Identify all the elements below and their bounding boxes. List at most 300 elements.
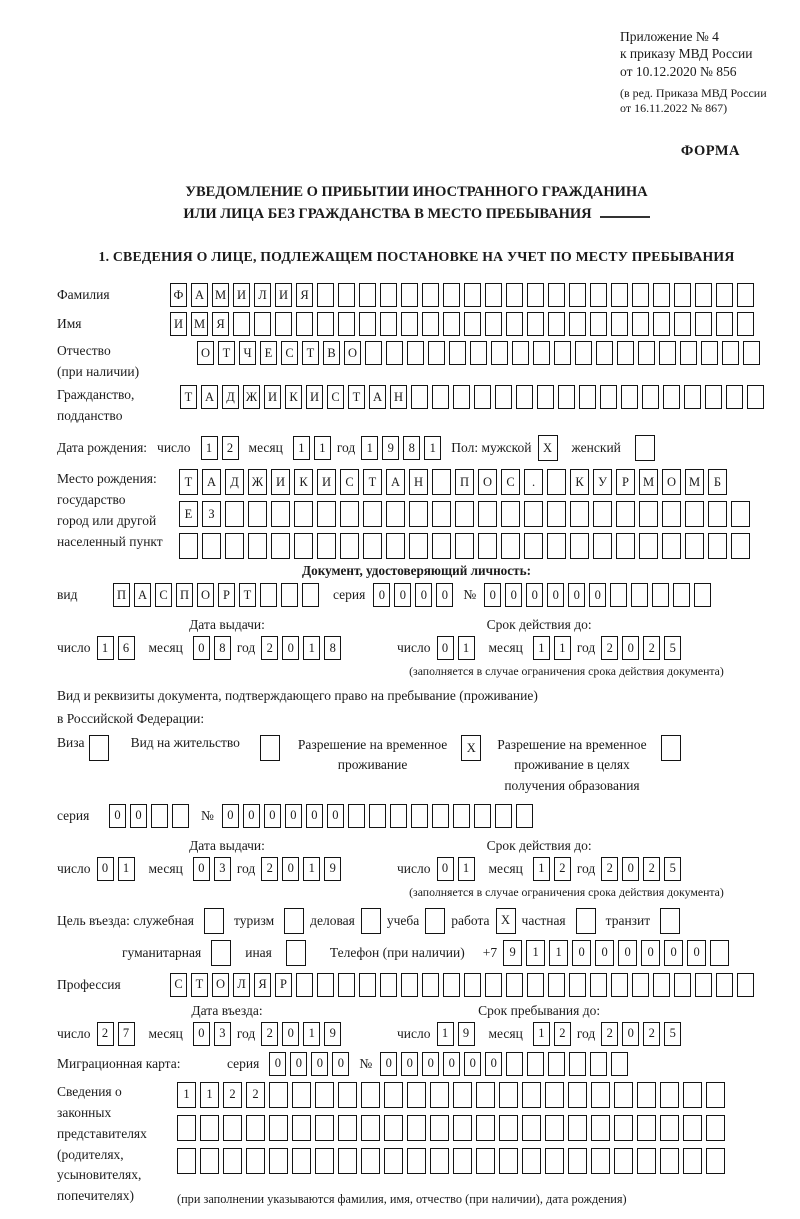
char-cell[interactable]	[384, 1082, 403, 1108]
char-cell[interactable]	[737, 973, 754, 997]
char-cell[interactable]: 0	[311, 1052, 328, 1076]
char-cell[interactable]	[737, 312, 754, 336]
char-cell[interactable]	[359, 973, 376, 997]
char-cell[interactable]: Д	[222, 385, 239, 409]
char-cell[interactable]	[474, 385, 491, 409]
char-cell[interactable]: 9	[382, 436, 399, 460]
char-cell[interactable]: Ф	[170, 283, 187, 307]
char-cell[interactable]: 0	[436, 583, 453, 607]
char-cell[interactable]	[411, 804, 428, 828]
char-cell[interactable]	[430, 1148, 449, 1174]
char-cell[interactable]: 1	[361, 436, 378, 460]
char-cell[interactable]: 0	[622, 636, 639, 660]
char-cell[interactable]	[548, 283, 565, 307]
char-cell[interactable]	[673, 583, 690, 607]
char-cell[interactable]: 0	[589, 583, 606, 607]
char-cell[interactable]	[506, 312, 523, 336]
char-cell[interactable]: 1	[201, 436, 218, 460]
char-cell[interactable]	[570, 501, 589, 527]
char-cell[interactable]: 0	[306, 804, 323, 828]
char-cell[interactable]: А	[386, 469, 405, 495]
char-cell[interactable]: А	[134, 583, 151, 607]
char-cell[interactable]: Т	[363, 469, 382, 495]
char-cell[interactable]: С	[281, 341, 298, 365]
char-cell[interactable]	[743, 341, 760, 365]
char-cell[interactable]: 0	[437, 636, 454, 660]
char-cell[interactable]	[478, 501, 497, 527]
char-cell[interactable]: 0	[373, 583, 390, 607]
char-cell[interactable]	[422, 312, 439, 336]
char-cell[interactable]	[716, 312, 733, 336]
char-cell[interactable]: 5	[664, 1022, 681, 1046]
char-cell[interactable]: Я	[254, 973, 271, 997]
char-cell[interactable]: Ж	[248, 469, 267, 495]
char-cell[interactable]	[202, 533, 221, 559]
char-cell[interactable]: X	[496, 908, 516, 934]
char-cell[interactable]: 2	[554, 857, 571, 881]
char-cell[interactable]: 8	[324, 636, 341, 660]
char-cell[interactable]	[683, 1148, 702, 1174]
char-cell[interactable]	[591, 1082, 610, 1108]
char-cell[interactable]	[380, 312, 397, 336]
char-cell[interactable]	[545, 1082, 564, 1108]
char-cell[interactable]	[432, 501, 451, 527]
char-cell[interactable]	[464, 312, 481, 336]
char-cell[interactable]	[680, 341, 697, 365]
char-cell[interactable]: Р	[616, 469, 635, 495]
char-cell[interactable]	[386, 501, 405, 527]
char-cell[interactable]	[706, 1115, 725, 1141]
char-cell[interactable]	[716, 283, 733, 307]
char-cell[interactable]	[223, 1148, 242, 1174]
char-cell[interactable]	[569, 973, 586, 997]
char-cell[interactable]: 0	[327, 804, 344, 828]
char-cell[interactable]	[570, 533, 589, 559]
char-cell[interactable]: 9	[458, 1022, 475, 1046]
char-cell[interactable]: Р	[218, 583, 235, 607]
char-cell[interactable]	[568, 1148, 587, 1174]
char-cell[interactable]: 0	[415, 583, 432, 607]
char-cell[interactable]	[621, 385, 638, 409]
char-cell[interactable]: 0	[290, 1052, 307, 1076]
char-cell[interactable]: 1	[303, 636, 320, 660]
char-cell[interactable]	[708, 533, 727, 559]
char-cell[interactable]	[527, 1052, 544, 1076]
char-cell[interactable]	[275, 312, 292, 336]
char-cell[interactable]: 1	[437, 1022, 454, 1046]
char-cell[interactable]: 1	[118, 857, 135, 881]
char-cell[interactable]: 1	[554, 636, 571, 660]
char-cell[interactable]	[432, 533, 451, 559]
char-cell[interactable]	[384, 1148, 403, 1174]
char-cell[interactable]	[151, 804, 168, 828]
char-cell[interactable]: 0	[505, 583, 522, 607]
char-cell[interactable]	[317, 533, 336, 559]
char-cell[interactable]	[614, 1082, 633, 1108]
char-cell[interactable]	[684, 385, 701, 409]
char-cell[interactable]	[653, 973, 670, 997]
char-cell[interactable]: 0	[464, 1052, 481, 1076]
char-cell[interactable]: 0	[572, 940, 591, 966]
char-cell[interactable]	[660, 1082, 679, 1108]
char-cell[interactable]	[522, 1148, 541, 1174]
char-cell[interactable]	[685, 533, 704, 559]
char-cell[interactable]	[695, 312, 712, 336]
char-cell[interactable]	[491, 341, 508, 365]
char-cell[interactable]: Т	[191, 973, 208, 997]
char-cell[interactable]: 0	[437, 857, 454, 881]
char-cell[interactable]	[660, 1148, 679, 1174]
char-cell[interactable]: А	[202, 469, 221, 495]
char-cell[interactable]	[361, 908, 381, 934]
char-cell[interactable]	[363, 533, 382, 559]
char-cell[interactable]	[524, 533, 543, 559]
char-cell[interactable]	[674, 973, 691, 997]
char-cell[interactable]: К	[570, 469, 589, 495]
char-cell[interactable]	[614, 1148, 633, 1174]
char-cell[interactable]	[617, 341, 634, 365]
char-cell[interactable]	[506, 973, 523, 997]
char-cell[interactable]	[294, 501, 313, 527]
char-cell[interactable]: 0	[422, 1052, 439, 1076]
char-cell[interactable]	[292, 1082, 311, 1108]
char-cell[interactable]: 2	[97, 1022, 114, 1046]
char-cell[interactable]: П	[455, 469, 474, 495]
char-cell[interactable]	[683, 1115, 702, 1141]
char-cell[interactable]: 0	[547, 583, 564, 607]
char-cell[interactable]: К	[285, 385, 302, 409]
char-cell[interactable]	[443, 312, 460, 336]
char-cell[interactable]	[611, 1052, 628, 1076]
char-cell[interactable]: 1	[533, 857, 550, 881]
char-cell[interactable]: О	[197, 341, 214, 365]
char-cell[interactable]	[631, 583, 648, 607]
char-cell[interactable]: Л	[254, 283, 271, 307]
char-cell[interactable]: П	[113, 583, 130, 607]
char-cell[interactable]	[430, 1082, 449, 1108]
char-cell[interactable]	[639, 533, 658, 559]
char-cell[interactable]: 0	[282, 636, 299, 660]
char-cell[interactable]: С	[170, 973, 187, 997]
char-cell[interactable]: 2	[601, 1022, 618, 1046]
char-cell[interactable]: 2	[222, 436, 239, 460]
char-cell[interactable]	[317, 312, 334, 336]
char-cell[interactable]	[464, 283, 481, 307]
char-cell[interactable]: 2	[246, 1082, 265, 1108]
char-cell[interactable]: 6	[118, 636, 135, 660]
char-cell[interactable]	[246, 1115, 265, 1141]
char-cell[interactable]: 5	[664, 857, 681, 881]
char-cell[interactable]: 1	[424, 436, 441, 460]
char-cell[interactable]	[338, 1115, 357, 1141]
char-cell[interactable]	[611, 312, 628, 336]
char-cell[interactable]	[409, 501, 428, 527]
char-cell[interactable]	[211, 940, 231, 966]
char-cell[interactable]	[547, 501, 566, 527]
char-cell[interactable]: О	[212, 973, 229, 997]
char-cell[interactable]	[443, 283, 460, 307]
char-cell[interactable]	[315, 1115, 334, 1141]
char-cell[interactable]: 1	[97, 636, 114, 660]
char-cell[interactable]	[558, 385, 575, 409]
char-cell[interactable]: Н	[409, 469, 428, 495]
char-cell[interactable]	[610, 583, 627, 607]
char-cell[interactable]: 5	[664, 636, 681, 660]
char-cell[interactable]: 0	[193, 1022, 210, 1046]
char-cell[interactable]	[338, 312, 355, 336]
char-cell[interactable]: Л	[233, 973, 250, 997]
char-cell[interactable]	[611, 283, 628, 307]
char-cell[interactable]	[407, 1115, 426, 1141]
char-cell[interactable]	[590, 312, 607, 336]
char-cell[interactable]	[545, 1148, 564, 1174]
char-cell[interactable]: С	[340, 469, 359, 495]
char-cell[interactable]	[710, 940, 729, 966]
char-cell[interactable]: 9	[503, 940, 522, 966]
char-cell[interactable]	[286, 940, 306, 966]
char-cell[interactable]	[200, 1148, 219, 1174]
char-cell[interactable]: 1	[177, 1082, 196, 1108]
char-cell[interactable]	[506, 283, 523, 307]
char-cell[interactable]	[453, 804, 470, 828]
char-cell[interactable]	[485, 973, 502, 997]
char-cell[interactable]: 0	[332, 1052, 349, 1076]
char-cell[interactable]: 2	[554, 1022, 571, 1046]
char-cell[interactable]	[524, 501, 543, 527]
char-cell[interactable]	[407, 341, 424, 365]
char-cell[interactable]	[527, 312, 544, 336]
char-cell[interactable]	[575, 341, 592, 365]
char-cell[interactable]	[516, 804, 533, 828]
char-cell[interactable]: 2	[261, 1022, 278, 1046]
char-cell[interactable]: Т	[302, 341, 319, 365]
char-cell[interactable]	[568, 1082, 587, 1108]
char-cell[interactable]	[512, 341, 529, 365]
char-cell[interactable]: 1	[303, 857, 320, 881]
char-cell[interactable]: 2	[223, 1082, 242, 1108]
char-cell[interactable]	[652, 583, 669, 607]
char-cell[interactable]	[386, 533, 405, 559]
char-cell[interactable]	[432, 385, 449, 409]
char-cell[interactable]	[453, 1115, 472, 1141]
char-cell[interactable]	[737, 283, 754, 307]
char-cell[interactable]	[225, 501, 244, 527]
char-cell[interactable]	[722, 341, 739, 365]
char-cell[interactable]	[499, 1148, 518, 1174]
char-cell[interactable]: С	[327, 385, 344, 409]
char-cell[interactable]	[401, 312, 418, 336]
char-cell[interactable]: 9	[324, 857, 341, 881]
char-cell[interactable]: 0	[568, 583, 585, 607]
char-cell[interactable]	[422, 283, 439, 307]
char-cell[interactable]	[591, 1148, 610, 1174]
char-cell[interactable]	[453, 1148, 472, 1174]
char-cell[interactable]: Е	[260, 341, 277, 365]
char-cell[interactable]	[422, 973, 439, 997]
char-cell[interactable]	[527, 973, 544, 997]
char-cell[interactable]: 0	[282, 857, 299, 881]
char-cell[interactable]	[407, 1148, 426, 1174]
char-cell[interactable]	[223, 1115, 242, 1141]
char-cell[interactable]	[340, 501, 359, 527]
char-cell[interactable]: 1	[549, 940, 568, 966]
char-cell[interactable]	[340, 533, 359, 559]
char-cell[interactable]	[233, 312, 250, 336]
char-cell[interactable]: М	[639, 469, 658, 495]
char-cell[interactable]	[292, 1148, 311, 1174]
char-cell[interactable]	[547, 469, 566, 495]
char-cell[interactable]: 0	[622, 1022, 639, 1046]
char-cell[interactable]	[637, 1148, 656, 1174]
char-cell[interactable]	[659, 341, 676, 365]
char-cell[interactable]	[590, 283, 607, 307]
char-cell[interactable]	[317, 283, 334, 307]
char-cell[interactable]	[616, 501, 635, 527]
char-cell[interactable]	[464, 973, 481, 997]
char-cell[interactable]	[348, 804, 365, 828]
char-cell[interactable]	[569, 312, 586, 336]
char-cell[interactable]	[632, 973, 649, 997]
char-cell[interactable]: А	[191, 283, 208, 307]
char-cell[interactable]	[204, 908, 224, 934]
char-cell[interactable]: 0	[618, 940, 637, 966]
char-cell[interactable]	[495, 804, 512, 828]
char-cell[interactable]	[409, 533, 428, 559]
char-cell[interactable]: Р	[275, 973, 292, 997]
char-cell[interactable]	[638, 341, 655, 365]
char-cell[interactable]: X	[538, 435, 558, 461]
char-cell[interactable]	[317, 973, 334, 997]
char-cell[interactable]	[568, 1115, 587, 1141]
char-cell[interactable]: Т	[179, 469, 198, 495]
char-cell[interactable]: З	[202, 501, 221, 527]
char-cell[interactable]: .	[524, 469, 543, 495]
char-cell[interactable]: П	[176, 583, 193, 607]
char-cell[interactable]	[200, 1115, 219, 1141]
char-cell[interactable]: 0	[641, 940, 660, 966]
char-cell[interactable]: 0	[269, 1052, 286, 1076]
char-cell[interactable]	[590, 1052, 607, 1076]
char-cell[interactable]	[411, 385, 428, 409]
char-cell[interactable]: К	[294, 469, 313, 495]
char-cell[interactable]	[294, 533, 313, 559]
char-cell[interactable]	[522, 1115, 541, 1141]
char-cell[interactable]	[642, 385, 659, 409]
char-cell[interactable]	[254, 312, 271, 336]
char-cell[interactable]	[596, 341, 613, 365]
char-cell[interactable]: 1	[293, 436, 310, 460]
char-cell[interactable]	[593, 501, 612, 527]
char-cell[interactable]: X	[461, 735, 481, 761]
char-cell[interactable]: 0	[484, 583, 501, 607]
char-cell[interactable]	[476, 1115, 495, 1141]
char-cell[interactable]: 1	[526, 940, 545, 966]
char-cell[interactable]	[317, 501, 336, 527]
char-cell[interactable]	[284, 908, 304, 934]
char-cell[interactable]: 8	[403, 436, 420, 460]
char-cell[interactable]	[359, 312, 376, 336]
char-cell[interactable]	[476, 1148, 495, 1174]
char-cell[interactable]	[432, 804, 449, 828]
char-cell[interactable]	[569, 1052, 586, 1076]
char-cell[interactable]: В	[323, 341, 340, 365]
char-cell[interactable]: Я	[212, 312, 229, 336]
char-cell[interactable]	[455, 501, 474, 527]
char-cell[interactable]: Ж	[243, 385, 260, 409]
char-cell[interactable]: А	[369, 385, 386, 409]
char-cell[interactable]	[386, 341, 403, 365]
char-cell[interactable]	[361, 1082, 380, 1108]
char-cell[interactable]	[614, 1115, 633, 1141]
char-cell[interactable]	[632, 312, 649, 336]
char-cell[interactable]: 1	[458, 636, 475, 660]
char-cell[interactable]	[663, 385, 680, 409]
char-cell[interactable]	[225, 533, 244, 559]
char-cell[interactable]	[522, 1082, 541, 1108]
char-cell[interactable]	[695, 973, 712, 997]
char-cell[interactable]: Я	[296, 283, 313, 307]
char-cell[interactable]: И	[170, 312, 187, 336]
char-cell[interactable]: 7	[118, 1022, 135, 1046]
char-cell[interactable]	[706, 1148, 725, 1174]
char-cell[interactable]	[516, 385, 533, 409]
char-cell[interactable]: 1	[303, 1022, 320, 1046]
char-cell[interactable]	[616, 533, 635, 559]
char-cell[interactable]: Т	[239, 583, 256, 607]
char-cell[interactable]: 1	[458, 857, 475, 881]
char-cell[interactable]	[569, 283, 586, 307]
char-cell[interactable]: 2	[261, 857, 278, 881]
char-cell[interactable]: 3	[214, 1022, 231, 1046]
char-cell[interactable]	[172, 804, 189, 828]
char-cell[interactable]	[361, 1148, 380, 1174]
char-cell[interactable]: 0	[222, 804, 239, 828]
char-cell[interactable]: У	[593, 469, 612, 495]
char-cell[interactable]	[248, 533, 267, 559]
char-cell[interactable]: 0	[282, 1022, 299, 1046]
char-cell[interactable]: Ч	[239, 341, 256, 365]
char-cell[interactable]	[653, 283, 670, 307]
char-cell[interactable]	[269, 1115, 288, 1141]
char-cell[interactable]: 0	[130, 804, 147, 828]
char-cell[interactable]	[716, 973, 733, 997]
char-cell[interactable]	[485, 283, 502, 307]
char-cell[interactable]: 0	[526, 583, 543, 607]
char-cell[interactable]: 0	[109, 804, 126, 828]
char-cell[interactable]	[296, 973, 313, 997]
char-cell[interactable]	[674, 312, 691, 336]
char-cell[interactable]: О	[344, 341, 361, 365]
char-cell[interactable]: И	[271, 469, 290, 495]
char-cell[interactable]	[269, 1148, 288, 1174]
char-cell[interactable]	[269, 1082, 288, 1108]
char-cell[interactable]	[453, 1082, 472, 1108]
char-cell[interactable]	[695, 283, 712, 307]
char-cell[interactable]	[705, 385, 722, 409]
char-cell[interactable]: 0	[443, 1052, 460, 1076]
char-cell[interactable]	[731, 533, 750, 559]
char-cell[interactable]	[338, 1148, 357, 1174]
char-cell[interactable]	[453, 385, 470, 409]
char-cell[interactable]: 0	[97, 857, 114, 881]
char-cell[interactable]	[292, 1115, 311, 1141]
char-cell[interactable]	[548, 312, 565, 336]
char-cell[interactable]: 0	[595, 940, 614, 966]
char-cell[interactable]	[89, 735, 109, 761]
char-cell[interactable]	[401, 283, 418, 307]
char-cell[interactable]	[635, 435, 655, 461]
char-cell[interactable]	[443, 973, 460, 997]
